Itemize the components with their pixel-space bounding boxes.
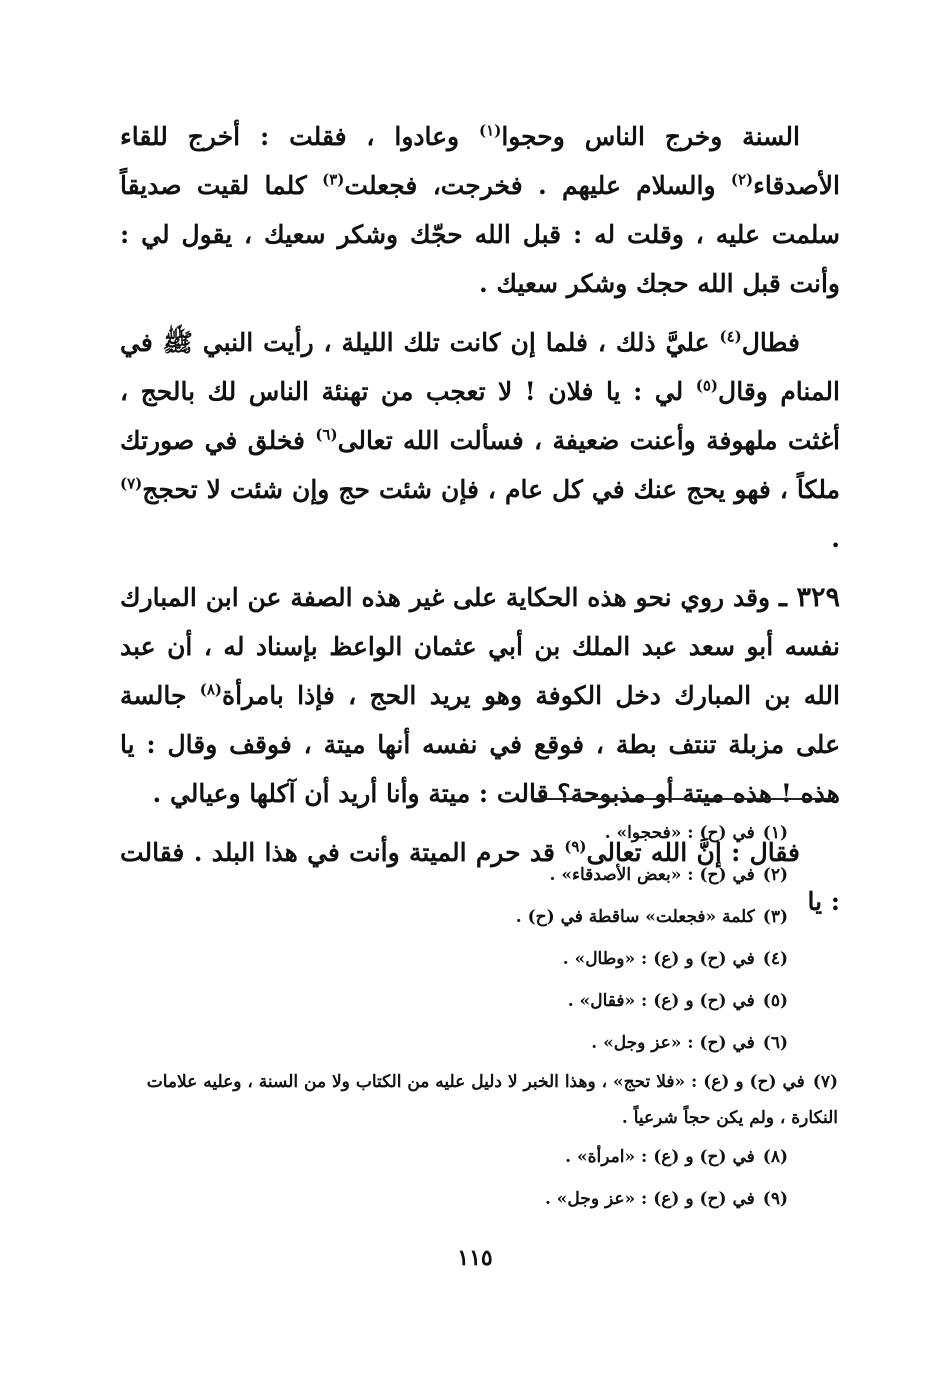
footnote-text: في (ح) و (ع) : «امرأة» . (565, 1147, 755, 1167)
footnote (100, 1022, 838, 1064)
footnote-text: في (ح) : «فحجوا» . (604, 823, 755, 843)
footnotes (100, 812, 838, 1220)
footnote (100, 1064, 838, 1136)
footnote-number: (٩) (762, 1189, 788, 1209)
footnote (100, 896, 838, 938)
text-segment: فطال (741, 328, 800, 357)
footnote-text: في (ح) و (ع) : «عز وجل» . (544, 1189, 755, 1209)
entry-number: ٣٢٩ ـ (779, 582, 840, 613)
footnote-marker: (٥) (695, 376, 719, 395)
paragraph-3 (120, 573, 840, 818)
footnote (100, 1178, 838, 1220)
footnote-marker: (٣) (322, 170, 345, 189)
footnote (100, 980, 838, 1022)
footnote-number: (١) (762, 823, 788, 843)
text-segment: عليَّ ذلك ، فلما إن كانت تلك الليلة ، رأيت النبي ﷺ في المنام وقال (120, 328, 840, 406)
footnote (100, 854, 838, 896)
footnote-number: (٦) (762, 1033, 788, 1053)
text-segment: . (831, 524, 840, 553)
footnote-marker: (٤) (719, 327, 742, 346)
footnote-marker: (٧) (120, 474, 143, 493)
footnote-text: كلمة «فجعلت» ساقطة في (ح) . (515, 907, 755, 927)
footnote-number: (٥) (762, 991, 788, 1011)
paragraph-1 (120, 112, 840, 308)
footnote-number: (٤) (762, 949, 788, 969)
text-segment: وقد روي نحو هذه الحكاية على غير هذه الصفة عن ابن المبارك نفسه أبو سعد عبد الملك بن أبي عثمان الواعظ بإسناد له ، أن عبد الله بن المبارك دخل الكوفة وهو يريد الحج ، فإذا بامرأة (120, 583, 840, 710)
footnote-text: في (ح) و (ع) : «فلا تحج» ، وهذا الخبر لا دليل عليه من الكتاب ولا من السنة ، وعليه علامات النكارة ، ولم يكن حجاً شرعياً . (146, 1072, 838, 1128)
footnote-marker: (٨) (199, 680, 223, 699)
footnote (100, 938, 838, 980)
text-segment: جالسة على مزبلة تنتف بطة ، فوقع في نفسه أنها ميتة ، فوقف وقال : يا هذه ! هذه ميتة أو مذبوحة؟ قالت : ميتة وأنا أريد أن آكلها وعيالي . (120, 681, 840, 808)
text-segment: كلما لقيت صديقاً سلمت عليه ، وقلت له : قبل الله حجّك وشكر سعيك ، يقول لي : وأنت قبل الله حجك وشكر سعيك . (120, 171, 840, 298)
footnote (100, 1136, 838, 1178)
footnote-marker: (٢) (730, 170, 754, 189)
page-number: ١١٥ (457, 1245, 493, 1271)
text-segment: وعادوا ، فقلت : أخرج للقاء الأصدقاء (120, 122, 840, 200)
footnote-text: في (ح) و (ع) : «وطال» . (562, 949, 755, 969)
footnote-marker: (٦) (315, 425, 338, 444)
footnote-text: في (ح) : «بعض الأصدقاء» . (549, 865, 755, 885)
paragraph-2 (120, 318, 840, 563)
text-segment: قد حرم الميتة وأنت في هذا البلد . فقالت : يا (120, 838, 840, 916)
footnote-text: في (ح) : «عز وجل» . (591, 1033, 755, 1053)
footnote-number: (٢) (762, 865, 788, 885)
footnote (100, 812, 838, 854)
footnote-number: (٨) (762, 1147, 788, 1167)
footnote-text: في (ح) و (ع) : «فقال» . (567, 991, 755, 1011)
footnote-marker: (٩) (564, 837, 587, 856)
text-segment: لي : يا فلان ! لا تعجب من تهنئة الناس لك بالحج ، أغثت ملهوفة وأعنت ضعيفة ، فسألت الله تعالى (120, 377, 840, 455)
text-segment: والسلام عليهم . فخرجت، فجعلت (344, 171, 731, 200)
footnote-marker: (١) (479, 121, 502, 140)
footnote-number: (٧) (812, 1072, 838, 1092)
text-segment: فخلق في صورتك ملكاً ، فهو يحج عنك في كل عام ، فإن شئت حج وإن شئت لا تحجج (120, 426, 840, 504)
text-segment: السنة وخرج الناس وحجوا (501, 122, 800, 151)
footnote-number: (٣) (762, 907, 788, 927)
text-segment: فقال : إنَّ الله تعالى (586, 838, 801, 867)
footnote-separator (532, 798, 832, 800)
